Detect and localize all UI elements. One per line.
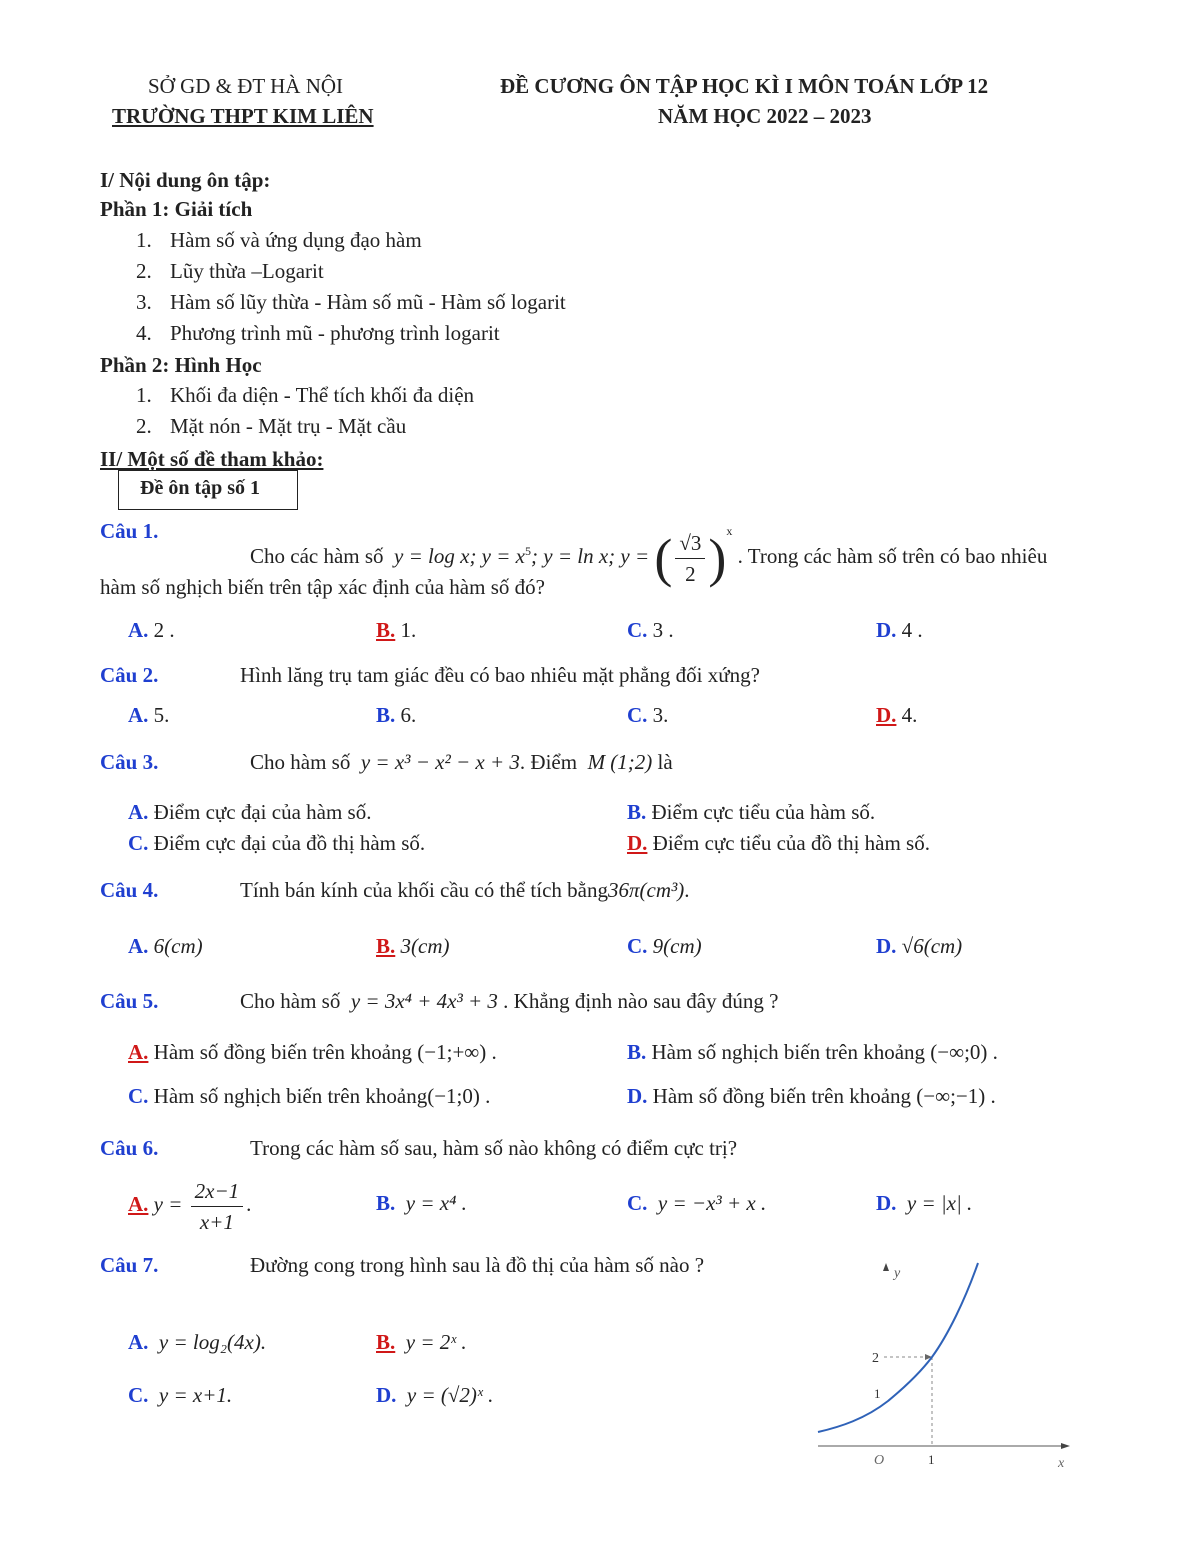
school-year: NĂM HỌC 2022 – 2023 <box>658 104 872 128</box>
part-1-title: Phần 1: Giải tích <box>100 197 253 221</box>
question-1-answer-d[interactable]: D. 4 . <box>876 618 923 642</box>
question-4-text: Tính bán kính của khối cầu có thể tích bằng36π(cm³). <box>240 878 690 902</box>
question-5-text: Cho hàm số y = 3x⁴ + 4x³ + 3 . Khẳng định nào sau đây đúng ? <box>240 989 779 1013</box>
question-6-answer-b[interactable]: B. y = x⁴ . <box>376 1191 467 1215</box>
question-4-answer-d[interactable]: D. √6(cm) <box>876 934 963 958</box>
section-1-title: I/ Nội dung ôn tập: <box>100 168 271 192</box>
question-5-answer-c[interactable]: C. Hàm số nghịch biến trên khoảng(−1;0) . <box>128 1084 491 1108</box>
question-3-answer-c[interactable]: C. Điểm cực đại của đồ thị hàm số. <box>128 831 426 855</box>
question-6-answer-d[interactable]: D. y = |x| . <box>876 1191 973 1215</box>
question-2-text: Hình lăng trụ tam giác đều có bao nhiêu mặt phẳng đối xứng? <box>240 663 760 687</box>
question-6-label: Câu 6. <box>100 1136 159 1160</box>
list-item: 1. <box>136 228 152 252</box>
school-department: SỞ GD & ĐT HÀ NỘI <box>148 74 344 98</box>
section-2-title: II/ Một số đề tham khảo: <box>100 447 324 471</box>
question-6-text: Trong các hàm số sau, hàm số nào không có điểm cực trị? <box>250 1136 738 1160</box>
document-title: ĐỀ CƯƠNG ÔN TẬP HỌC KÌ I MÔN TOÁN LỚP 12 <box>500 74 989 98</box>
tick-label-x1: 1 <box>928 1452 935 1467</box>
question-1-answer-b[interactable]: B. 1. <box>376 618 417 642</box>
list-item: Hàm số và ứng dụng đạo hàm <box>170 228 422 252</box>
question-7-answer-d[interactable]: D. y = (√2)ˣ . <box>376 1383 494 1407</box>
question-4-answer-c[interactable]: C. 9(cm) <box>627 934 702 958</box>
question-4-label: Câu 4. <box>100 878 159 902</box>
list-item: Lũy thừa –Logarit <box>170 259 324 283</box>
question-7-text: Đường cong trong hình sau là đồ thị của hàm số nào ? <box>250 1253 705 1277</box>
question-5-answer-a[interactable]: A. Hàm số đồng biến trên khoảng (−1;+∞) . <box>128 1040 497 1064</box>
question-1-text: Cho các hàm số y = log x; $y = x^5$; y = ln x; y = ( $\frac{√3}{2}$ )$^x$ . Trong các hàm số trên có bao nhiêu <box>250 524 1048 589</box>
function-graph <box>810 1255 1080 1475</box>
question-3-label: Câu 3. <box>100 750 159 774</box>
question-4-answer-b[interactable]: B. 3(cm) <box>376 934 450 958</box>
question-5-answer-d[interactable]: D. Hàm số đồng biến trên khoảng (−∞;−1) . <box>627 1084 996 1108</box>
list-item: 2. <box>136 414 152 438</box>
list-item: Mặt nón - Mặt trụ - Mặt cầu <box>170 414 407 438</box>
origin-label: O <box>874 1453 885 1468</box>
list-item: Phương trình mũ - phương trình logarit <box>170 321 500 345</box>
list-item: 1. <box>136 383 152 407</box>
question-5-answer-b[interactable]: B. Hàm số nghịch biến trên khoảng (−∞;0) . <box>627 1040 998 1064</box>
exam-box-label: Đề ôn tập số 1 <box>140 477 261 499</box>
list-item: Hàm số lũy thừa - Hàm số mũ - Hàm số logarit <box>170 290 566 314</box>
question-1-label: Câu 1. <box>100 519 159 543</box>
list-item: Khối đa diện - Thể tích khối đa diện <box>170 383 475 407</box>
list-item: 2. <box>136 259 152 283</box>
tick-label-y2: 2 <box>872 1351 879 1366</box>
x-axis-label: x <box>1058 1456 1065 1471</box>
question-3-answer-b[interactable]: B. Điểm cực tiểu của hàm số. <box>627 800 876 824</box>
question-7-label: Câu 7. <box>100 1253 159 1277</box>
question-3-text: Cho hàm số y = x³ − x² − x + 3. Điểm M (1;2) là <box>250 750 673 774</box>
question-1-text-line2: hàm số nghịch biến trên tập xác định của hàm số đó? <box>100 575 545 599</box>
y-axis-label: y <box>894 1266 901 1281</box>
x-axis-arrow <box>1061 1443 1070 1449</box>
question-2-answer-d[interactable]: D. 4. <box>876 703 918 727</box>
question-7-answer-b[interactable]: B. y = 2ˣ . <box>376 1330 467 1354</box>
list-item: 3. <box>136 290 152 314</box>
question-2-answer-c[interactable]: C. 3. <box>627 703 669 727</box>
question-1-answer-a[interactable]: A. 2 . <box>128 618 175 642</box>
tick-label-y1: 1 <box>874 1386 881 1401</box>
question-5-label: Câu 5. <box>100 989 159 1013</box>
question-6-answer-a[interactable]: A. y = $\frac{2x-1}{x+1}$ . <box>128 1172 251 1237</box>
question-7-answer-a[interactable]: A. y = log₂(4x). <box>128 1330 267 1354</box>
list-item: 4. <box>136 321 152 345</box>
part-2-title: Phần 2: Hình Học <box>100 353 262 377</box>
exponential-curve <box>818 1263 978 1432</box>
question-6-answer-c[interactable]: C. y = −x³ + x . <box>627 1191 767 1215</box>
question-2-answer-b[interactable]: B. 6. <box>376 703 417 727</box>
school-name: TRƯỜNG THPT KIM LIÊN <box>112 104 374 128</box>
question-2-answer-a[interactable]: A. 5. <box>128 703 170 727</box>
question-2-label: Câu 2. <box>100 663 159 687</box>
question-7-answer-c[interactable]: C. y = x+1. <box>128 1383 233 1407</box>
question-1-answer-c[interactable]: C. 3 . <box>627 618 674 642</box>
question-3-answer-d[interactable]: D. Điểm cực tiểu của đồ thị hàm số. <box>627 831 930 855</box>
question-3-answer-a[interactable]: A. Điểm cực đại của hàm số. <box>128 800 372 824</box>
question-4-answer-a[interactable]: A. 6(cm) <box>128 934 203 958</box>
y-axis-arrow <box>883 1263 889 1271</box>
